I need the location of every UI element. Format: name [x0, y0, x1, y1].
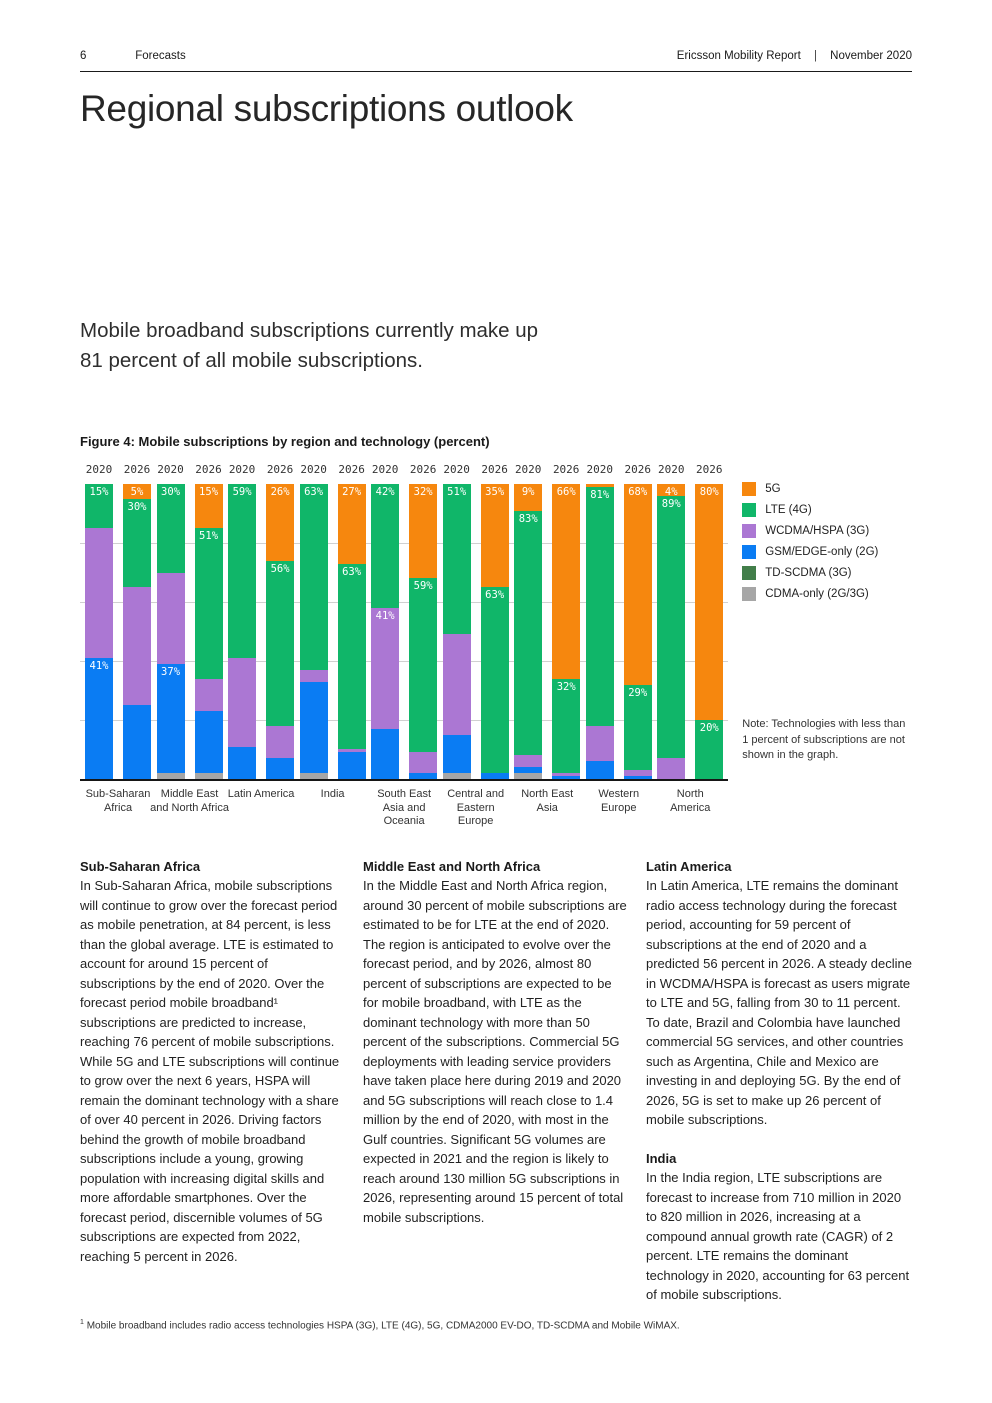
legend-item	[742, 566, 912, 580]
region-label-line: North East	[521, 788, 574, 800]
region-group	[85, 463, 151, 829]
stacked-bar	[266, 484, 294, 779]
bar-segment	[85, 484, 113, 528]
bar-slot	[552, 463, 580, 779]
bar-segment	[586, 487, 614, 726]
bar-slot	[514, 463, 542, 779]
bar-segment	[695, 484, 723, 720]
article-heading: Sub-Saharan Africa	[80, 858, 201, 874]
segment-value-label: 29%	[628, 686, 648, 699]
bar-slot	[85, 463, 113, 779]
bar-segment	[481, 484, 509, 587]
legend-item	[742, 587, 912, 601]
article	[646, 857, 912, 1130]
bar-segment	[552, 484, 580, 679]
stacked-bar	[624, 484, 652, 779]
segment-value-label: 37%	[161, 665, 181, 678]
bar-slot	[695, 463, 723, 779]
figure-caption: Figure 4: Mobile subscriptions by region and technology (percent)	[80, 434, 490, 449]
article-heading: India	[646, 1150, 677, 1166]
bar-pair	[443, 463, 509, 779]
segment-value-label: 63%	[342, 565, 362, 578]
bar-segment	[409, 578, 437, 752]
bar-segment	[195, 528, 223, 678]
bar-segment	[338, 484, 366, 564]
legend-swatch-icon	[742, 482, 756, 496]
year-label: 2020	[371, 463, 399, 476]
segment-value-label: 51%	[447, 486, 467, 498]
bar-segment	[624, 484, 652, 685]
segment-value-label: 56%	[270, 562, 290, 575]
region-label-line: Middle East	[160, 788, 219, 800]
text-column	[363, 857, 629, 1305]
bar-segment	[695, 720, 723, 779]
bar-segment	[657, 484, 685, 496]
bar-segment	[195, 679, 223, 711]
footnote-text: Mobile broadband includes radio access technologies HSPA (3G), LTE (4G), 5G, CDMA2000 EV-DO, TD-SCDMA and Mobile WiMAX.	[86, 1320, 680, 1331]
year-label: 2020	[514, 463, 542, 476]
stacked-bar	[338, 484, 366, 779]
year-label: 2026	[195, 463, 222, 476]
segment-value-label: 32%	[413, 486, 433, 498]
stacked-bar	[586, 484, 614, 779]
region-label-line: North	[676, 788, 704, 800]
bar-segment	[195, 711, 223, 773]
bar-segment	[123, 587, 151, 705]
bar-pair	[300, 463, 366, 779]
region-label-line: South East	[377, 788, 432, 800]
year-label: 2020	[443, 463, 470, 476]
header-rule	[80, 71, 912, 72]
bar-segment	[266, 758, 294, 779]
article-body: In Sub-Saharan Africa, mobile subscriptions will continue to grow over the forecast period as mobile penetration, at 84 percent, is less than the global average. LTE is estimated to account for around 15 percent of subscriptions by the end of 2020. Over the forecast period mobile broadband¹ subscriptions are predicted to increase, reaching 76 percent of mobile subscriptions. While 5G and LTE subscriptions will continue to grow over the next 6 years, HSPA will remain the dominant technology with a share of over 40 percent in 2026. Driving factors behind the growth of mobile broadband subscriptions include a young, growing population with increasing digital skills and more affordable smartphones. Over the forecast period, discernible volumes of 5G subscriptions are expected from 2022, reaching 5 percent in 2026.	[80, 878, 340, 1264]
bar-segment	[371, 608, 399, 729]
footnote	[80, 1319, 912, 1331]
region-label-line: Asia and	[382, 801, 426, 814]
segment-value-label: 30%	[127, 500, 147, 513]
stacked-bar	[443, 484, 471, 779]
stacked-bar	[157, 484, 185, 779]
region-label-line: Central and	[447, 788, 505, 800]
bar-segment	[657, 496, 685, 759]
region-label-line: and North Africa	[150, 801, 229, 814]
bar-segment	[443, 484, 471, 634]
stacked-bar	[514, 484, 542, 779]
bar-slot	[266, 463, 294, 779]
year-label: 2026	[123, 463, 151, 476]
stacked-bar	[657, 484, 685, 779]
legend-swatch-icon	[742, 587, 756, 601]
legend-label: LTE (4G)	[765, 504, 812, 516]
bar-slot	[409, 463, 437, 779]
stacked-bar	[195, 484, 223, 779]
bar-segment	[195, 484, 223, 528]
bar-groups	[80, 463, 728, 829]
segment-value-label: 66%	[556, 486, 576, 498]
legend-label: GSM/EDGE-only (2G)	[765, 546, 879, 558]
article-body: In the India region, LTE subscriptions are forecast to increase from 710 million in 2020 to 820 million in 2026, increasing at a compound annual growth rate (CAGR) of 2 percent. LTE remains the dominant technology in 2020, accounting for 63 percent of mobile subscriptions.	[646, 1170, 910, 1302]
bar-slot	[338, 463, 366, 779]
bar-segment	[371, 729, 399, 779]
bar-slot	[300, 463, 328, 779]
text-column	[80, 857, 346, 1305]
header-left	[80, 50, 186, 62]
region-group	[657, 463, 723, 829]
report-title: Ericsson Mobility Report	[676, 50, 801, 62]
bar-segment	[228, 658, 256, 747]
legend-label: WCDMA/HSPA (3G)	[765, 525, 870, 537]
bar-segment	[514, 484, 542, 511]
chart-area	[80, 463, 912, 829]
region-label-line: Western	[598, 788, 640, 800]
region-group	[514, 463, 580, 829]
region-label-line: America	[670, 801, 711, 814]
legend-label: CDMA-only (2G/3G)	[765, 588, 869, 600]
year-label: 2026	[481, 463, 508, 476]
legend-swatch-icon	[742, 503, 756, 517]
segment-value-label: 68%	[628, 486, 648, 498]
region-group	[371, 463, 437, 829]
stacked-bar	[695, 484, 723, 779]
bar-segment	[409, 752, 437, 773]
bar-segment	[443, 634, 471, 734]
segment-value-label: 9%	[521, 486, 535, 498]
bar-segment	[338, 564, 366, 750]
segment-value-label: 63%	[485, 589, 505, 602]
footnote-marker: 1	[80, 1318, 84, 1326]
segment-value-label: 59%	[232, 486, 252, 498]
bar-segment	[228, 747, 256, 779]
segment-value-label: 41%	[89, 660, 109, 673]
year-label: 2026	[409, 463, 437, 476]
segment-value-label: 32%	[556, 680, 576, 693]
segment-value-label: 35%	[485, 486, 505, 498]
bar-segment	[266, 561, 294, 726]
legend-item	[742, 482, 912, 496]
article-heading: Middle East and North Africa	[363, 858, 541, 874]
segment-value-label: 41%	[375, 609, 395, 622]
stacked-bar	[300, 484, 328, 779]
bar-segment	[481, 587, 509, 773]
chart-legend	[742, 482, 912, 601]
bar-segment	[624, 685, 652, 771]
region-label-line: Asia	[536, 801, 558, 814]
year-label: 2020	[586, 463, 613, 476]
stacked-bar	[85, 484, 113, 779]
bar-segment	[300, 682, 328, 773]
region-group	[228, 463, 294, 829]
report-date: November 2020	[830, 50, 912, 62]
bar-segment	[228, 484, 256, 658]
legend-label: 5G	[765, 483, 781, 495]
stacked-bar	[371, 484, 399, 779]
legend-item	[742, 545, 912, 559]
segment-value-label: 83%	[518, 512, 538, 525]
year-label: 2026	[552, 463, 580, 476]
stacked-bar	[409, 484, 437, 779]
segment-value-label: 20%	[699, 722, 719, 734]
bar-segment	[266, 726, 294, 758]
bar-segment	[586, 726, 614, 761]
page-title: Regional subscriptions outlook	[80, 88, 573, 129]
article	[80, 857, 346, 1267]
stacked-bar-chart	[80, 463, 728, 829]
stacked-bar	[228, 484, 256, 779]
section-label: Forecasts	[135, 50, 186, 62]
bar-segment	[586, 761, 614, 779]
segment-value-label: 30%	[161, 486, 181, 498]
bar-segment	[123, 484, 151, 499]
segment-value-label: 81%	[590, 488, 610, 501]
bar-slot	[371, 463, 399, 779]
segment-value-label: 63%	[304, 486, 324, 498]
bar-slot	[657, 463, 685, 779]
bar-pair	[85, 463, 151, 779]
bar-segment	[300, 670, 328, 682]
intro-text: Mobile broadband subscriptions currently make up 81 percent of all mobile subscriptions.	[80, 319, 539, 372]
segment-value-label: 42%	[375, 486, 395, 498]
region-label-line: Latin America	[227, 788, 295, 800]
year-label: 2020	[228, 463, 256, 476]
article	[646, 1149, 912, 1305]
header-separator: |	[813, 50, 817, 62]
stacked-bar	[481, 484, 509, 779]
segment-value-label: 51%	[199, 530, 219, 543]
bar-segment	[85, 528, 113, 658]
year-label: 2026	[266, 463, 294, 476]
bar-pair	[657, 463, 723, 779]
bar-segment	[123, 499, 151, 588]
bar-pair	[514, 463, 580, 779]
legend-swatch-icon	[742, 566, 756, 580]
region-group	[443, 463, 509, 829]
segment-value-label: 5%	[130, 486, 144, 498]
article-body: In the Middle East and North Africa region, around 30 percent of mobile subscriptions are estimated to be for LTE at the end of 2020. The region is anticipated to evolve over the forecast period, and by 2026, almost 80 percent of subscriptions are expected to be for mobile broadband, with LTE as the dominant technology with more than 50 percent of the subscriptions. Commercial 5G deployments with leading service providers have taken place here during 2019 and 2020 and 5G subscriptions will reach close to 1.4 million by the end of 2020, with most in the Gulf countries. Significant 5G volumes are expected in 2021 and the region is likely to reach around 130 million 5G subscriptions in 2026, representing around 15 percent of total mobile subscriptions.	[363, 878, 627, 1225]
bar-segment	[85, 658, 113, 779]
body-columns	[80, 857, 912, 1305]
legend-item	[742, 524, 912, 538]
bar-pair	[586, 463, 652, 779]
bar-segment	[552, 679, 580, 773]
bar-segment	[514, 511, 542, 756]
article	[363, 857, 629, 1228]
x-axis-line	[80, 779, 728, 781]
bar-pair	[157, 463, 223, 779]
legend-item	[742, 503, 912, 517]
bar-segment	[443, 735, 471, 773]
legend-swatch-icon	[742, 524, 756, 538]
article-heading: Latin America	[646, 858, 732, 874]
region-label-line: Sub-Saharan	[85, 788, 151, 800]
region-label-line: Europe	[457, 815, 494, 827]
header-right	[677, 50, 912, 62]
bar-segment	[409, 484, 437, 578]
bar-segment	[657, 758, 685, 779]
bar-segment	[157, 573, 185, 664]
region-label-line: Africa	[103, 801, 133, 814]
segment-value-label: 27%	[342, 486, 362, 498]
year-label: 2020	[157, 463, 184, 476]
bar-segment	[338, 752, 366, 779]
year-label: 2020	[658, 463, 685, 476]
chart-sidebar	[742, 463, 912, 829]
region-label-line: India	[320, 788, 345, 800]
bar-segment	[123, 705, 151, 779]
year-label: 2026	[696, 463, 723, 476]
bar-segment	[157, 484, 185, 573]
article-body: In Latin America, LTE remains the dominant radio access technology during the forecast period, accounting for 59 percent of subscriptions at the end of 2020 and a predicted 56 percent in 2026. A steady decline in WCDMA/HSPA is forecast as users migrate to LTE and 5G, falling from 30 to 11 percent. To date, Brazil and Colombia have launched commercial 5G services, and other countries such as Argentina, Chile and Mexico are investing in and deploying 5G. By the end of 2026, 5G is set to make up 26 percent of mobile subscriptions.	[646, 878, 912, 1127]
segment-value-label: 59%	[413, 580, 433, 593]
stacked-bar	[123, 484, 151, 779]
bar-segment	[300, 484, 328, 670]
year-label: 2026	[624, 463, 651, 476]
year-label: 2026	[338, 463, 365, 476]
region-label-line: Europe	[600, 801, 637, 814]
year-label: 2020	[85, 463, 113, 476]
region-label-line: Oceania	[383, 815, 425, 827]
bar-segment	[266, 484, 294, 561]
text-column	[646, 857, 912, 1305]
bar-slot	[157, 463, 185, 779]
segment-value-label: 26%	[270, 486, 290, 498]
segment-value-label: 89%	[661, 497, 681, 510]
stacked-bar	[552, 484, 580, 779]
region-group	[150, 463, 229, 829]
bar-slot	[586, 463, 614, 779]
bar-slot	[443, 463, 471, 779]
region-group	[586, 463, 652, 829]
bar-slot	[481, 463, 509, 779]
legend-label: TD-SCDMA (3G)	[765, 567, 852, 579]
segment-value-label: 80%	[699, 486, 719, 498]
segment-value-label: 15%	[89, 486, 109, 498]
bar-segment	[514, 755, 542, 767]
bar-segment	[371, 484, 399, 608]
segment-value-label: 15%	[199, 486, 219, 498]
region-label	[630, 788, 750, 815]
legend-swatch-icon	[742, 545, 756, 559]
bar-segment	[157, 664, 185, 773]
bar-slot	[228, 463, 256, 779]
page-number: 6	[80, 50, 87, 62]
page-header	[80, 50, 912, 62]
figure-4	[80, 434, 912, 829]
region-group	[300, 463, 366, 829]
bar-slot	[624, 463, 652, 779]
segment-value-label: 4%	[664, 486, 678, 498]
bar-slot	[195, 463, 223, 779]
region-label-line: Eastern	[456, 801, 495, 814]
chart-note: Note: Technologies with less than 1 percent of subscriptions are not shown in the graph.	[742, 718, 906, 761]
year-label: 2020	[300, 463, 327, 476]
bar-pair	[228, 463, 294, 779]
bar-slot	[123, 463, 151, 779]
bar-pair	[371, 463, 437, 779]
